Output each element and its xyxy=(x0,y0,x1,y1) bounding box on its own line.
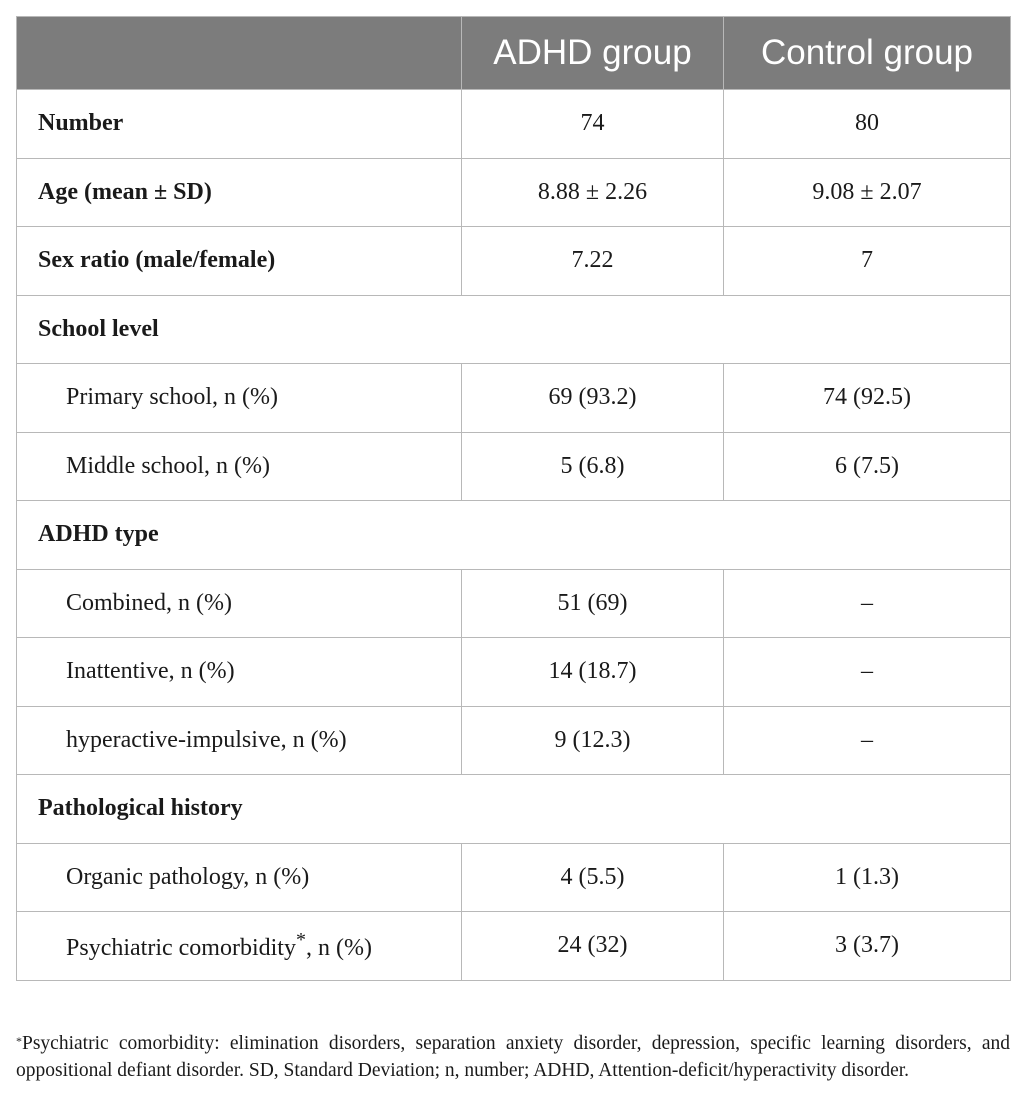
adhd-value: 4 (5.5) xyxy=(462,843,724,912)
row-label: Middle school, n (%) xyxy=(17,432,462,501)
adhd-value: 5 (6.8) xyxy=(462,432,724,501)
table-row-primary-school xyxy=(17,364,1011,433)
table-row-psychiatric-comorbidity xyxy=(17,912,1011,981)
table-row-age xyxy=(17,158,1011,227)
row-label: Number xyxy=(17,90,462,159)
row-label: Inattentive, n (%) xyxy=(17,638,462,707)
adhd-value: 14 (18.7) xyxy=(462,638,724,707)
control-value: 3 (3.7) xyxy=(724,912,1011,981)
section-heading: Pathological history xyxy=(17,775,1011,844)
table-row-sex-ratio xyxy=(17,227,1011,296)
control-value: 1 (1.3) xyxy=(724,843,1011,912)
table-footnote: *Psychiatric comorbidity: elimination disorders, separation anxiety disorder, depression, specific learning disorders, and oppositional defiant disorder. SD, Standard Deviation; n, number; ADHD, Attention-deficit/hyperactivity disorder. xyxy=(16,1032,1010,1081)
table-section-pathological-history xyxy=(17,775,1011,844)
table-section-school-level xyxy=(17,295,1011,364)
header-adhd-group: ADHD group xyxy=(462,17,724,90)
section-heading: ADHD type xyxy=(17,501,1011,570)
header-control-group: Control group xyxy=(724,17,1011,90)
row-label: Sex ratio (male/female) xyxy=(17,227,462,296)
row-label: Age (mean ± SD) xyxy=(17,158,462,227)
control-value: – xyxy=(724,638,1011,707)
adhd-value: 9 (12.3) xyxy=(462,706,724,775)
control-value: – xyxy=(724,706,1011,775)
table-header-row xyxy=(17,17,1011,90)
table-row-combined xyxy=(17,569,1011,638)
section-heading: School level xyxy=(17,295,1011,364)
adhd-value: 69 (93.2) xyxy=(462,364,724,433)
row-label: Organic pathology, n (%) xyxy=(17,843,462,912)
demographics-table xyxy=(16,16,1011,981)
table-row-number xyxy=(17,90,1011,159)
demographics-table-container xyxy=(16,16,1010,981)
adhd-value: 74 xyxy=(462,90,724,159)
header-empty-cell xyxy=(17,17,462,90)
table-row-organic-pathology xyxy=(17,843,1011,912)
row-label: Primary school, n (%) xyxy=(17,364,462,433)
control-value: 74 (92.5) xyxy=(724,364,1011,433)
control-value: 7 xyxy=(724,227,1011,296)
control-value: 80 xyxy=(724,90,1011,159)
table-row-inattentive xyxy=(17,638,1011,707)
adhd-value: 24 (32) xyxy=(462,912,724,981)
adhd-value: 8.88 ± 2.26 xyxy=(462,158,724,227)
row-label: Psychiatric comorbidity*, n (%) xyxy=(17,912,462,981)
table-row-hyperactive-impulsive xyxy=(17,706,1011,775)
row-label: Combined, n (%) xyxy=(17,569,462,638)
control-value: 6 (7.5) xyxy=(724,432,1011,501)
table-section-adhd-type xyxy=(17,501,1011,570)
row-label: hyperactive-impulsive, n (%) xyxy=(17,706,462,775)
control-value: 9.08 ± 2.07 xyxy=(724,158,1011,227)
adhd-value: 7.22 xyxy=(462,227,724,296)
adhd-value: 51 (69) xyxy=(462,569,724,638)
control-value: – xyxy=(724,569,1011,638)
table-row-middle-school xyxy=(17,432,1011,501)
